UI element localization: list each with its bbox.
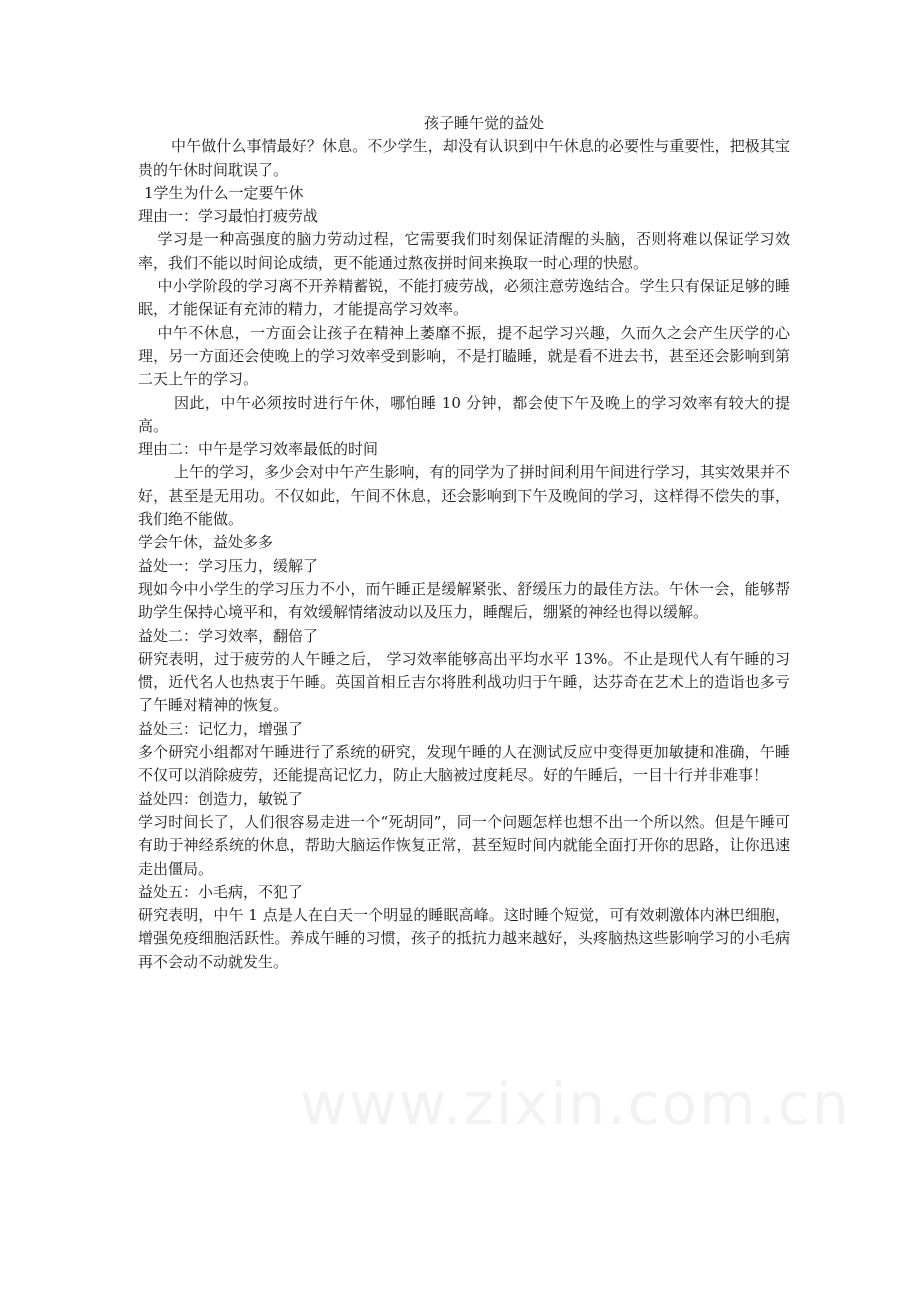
document-title: 孩子睡午觉的益处: [423, 114, 544, 132]
benefit-text: 研究表明，过于疲劳的人午睡之后， 学习效率能够高出平均水平 13%。不止是现代人有午睡的习惯，近代名人也热衷于午睡。英国首相丘吉尔将胜利战功归于午睡，达芬奇在艺术上的造诣也多亏了午睡对精神的恢复。: [138, 649, 790, 715]
benefit-heading: 益处二：学习效率，翻倍了: [138, 626, 319, 645]
reason-one-paragraph-4: 因此，中午必须按时进行午休，哪怕睡 10 分钟，都会使下午及晚上的学习效率有较大的提高。: [138, 393, 790, 435]
benefit-text: 现如今中小学生的学习压力不小，而午睡正是缓解紧张、舒缓压力的最佳方法。午休一会，能够帮助学生保持心境平和，有效缓解情绪波动以及压力，睡醒后，绷紧的神经也得以缓解。: [138, 579, 790, 622]
reason-two-paragraph: 上午的学习，多少会对中午产生影响，有的同学为了拼时间利用午间进行学习，其实效果并不好，甚至是无用功。不仅如此，午间不休息，还会影响到下午及晚间的学习，这样得不偿失的事，我们绝不能做。: [138, 463, 790, 529]
benefit-text: 多个研究小组都对午睡进行了系统的研究，发现午睡的人在测试反应中变得更加敏捷和准确，午睡不仅可以消除疲劳，还能提高记忆力，防止大脑被过度耗尽。好的午睡后，一目十行并非难事！: [138, 743, 790, 785]
reason-one-paragraph-1: 学习是一种高强度的脑力劳动过程，它需要我们时刻保证清醒的头脑，否则将难以保证学习效率，我们不能以时间论成绩，更不能通过熬夜拼时间来换取一时心理的快慰。: [138, 230, 790, 272]
reason-one-heading: 理由一：学习最怕打疲劳战: [138, 207, 319, 226]
benefit-heading: 益处一：学习压力，缓解了: [138, 556, 319, 575]
section-heading-why-nap: 1学生为什么一定要午休: [144, 183, 304, 202]
benefit-heading: 益处四：创造力，敏锐了: [138, 789, 304, 808]
benefit-text: 学习时间长了，人们很容易走进一个“死胡同”，同一个问题怎样也想不出一个所以然。但是午睡可有助于神经系统的休息，帮助大脑运作恢复正常，甚至短时间内就能全面打开你的思路，让你迅速走出僵局。: [138, 812, 790, 878]
section-heading-benefits: 学会午休，益处多多: [138, 533, 274, 552]
document-body: [138, 112, 790, 974]
reason-two-heading: 理由二：中午是学习效率最低的时间: [138, 440, 379, 459]
intro-paragraph: 中午做什么事情最好？休息。不少学生，却没有认识到中午休息的必要性与重要性，把极其宝贵的午休时间耽误了。: [138, 137, 790, 179]
reason-one-paragraph-2: 中小学阶段的学习离不开养精蓄锐，不能打疲劳战，必须注意劳逸结合。学生只有保证足够的睡眠，才能保证有充沛的精力，才能提高学习效率。: [138, 277, 790, 319]
watermark: www.zixin.com.cn: [300, 1070, 851, 1138]
reason-one-paragraph-3: 中午不休息，一方面会让孩子在精神上萎靡不振，提不起学习兴趣，久而久之会产生厌学的心理，另一方面还会使晚上的学习效率受到影响，不是打瞌睡，就是看不进去书，甚至还会影响到第二天上午的学习。: [138, 323, 790, 389]
benefit-heading: 益处三：记忆力，增强了: [138, 719, 304, 738]
benefit-heading: 益处五：小毛病，不犯了: [138, 882, 304, 901]
benefit-text: 研究表明，中午 1 点是人在白天一个明显的睡眠高峰。这时睡个短觉，可有效刺激体内淋巴细胞，增强免疫细胞活跃性。养成午睡的习惯，孩子的抵抗力越来越好，头疼脑热这些影响学习的小毛病再不会动不动就发生。: [138, 906, 790, 971]
